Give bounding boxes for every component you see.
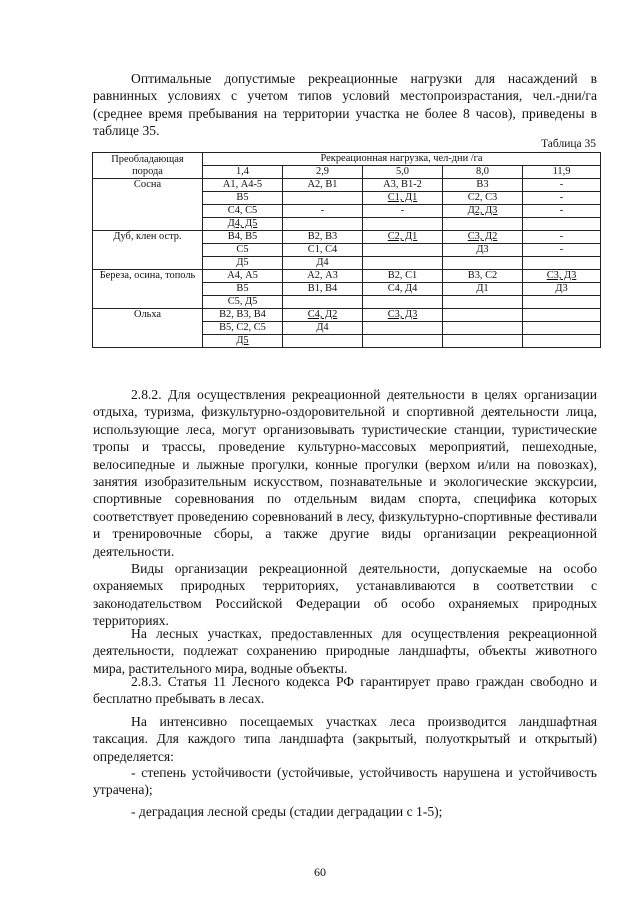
- section-2-8-2-paragraph: 2.8.2. Для осуществления рекреационной деятельности в целях организации отдыха, туризма, физкультурно-оздоровительной и спортивной деятельности лица, использующие леса, могут организовывать туристические станции, туристические тропы и трассы, проведение культурно-массовых мероприятий, пешеходные, велосипедные и лыжные прогулки, конные прогулки (верхом и/или на повозках), занятия изобразительным искусством, познавательные и экологические экскурсии, спортивные соревнования по отдельным видам спорта, специфика которых соответствует проведению соревнований в лесу, физкультурно-спортивные фестивали и тренировочные сборы, а также другие виды организации рекреационной деятельности.: [93, 387, 597, 559]
- table-cell: [283, 335, 363, 348]
- table-cell: Д5: [203, 335, 283, 348]
- table-cell: С3, Д3: [523, 270, 601, 283]
- table-cell: Д4, Д5: [203, 218, 283, 231]
- table-cell: -: [363, 205, 443, 218]
- table-cell: [443, 322, 523, 335]
- species-cell: Дуб, клен остр.: [93, 231, 203, 270]
- table-cell: [523, 257, 601, 270]
- table-cell: [443, 257, 523, 270]
- recreation-load-table: [92, 152, 601, 348]
- species-cell: Ольха: [93, 309, 203, 348]
- table-cell: В2, В3, В4: [203, 309, 283, 322]
- species-cell: Сосна: [93, 179, 203, 231]
- table-cell: С5: [203, 244, 283, 257]
- table-cell: Д5: [203, 257, 283, 270]
- table-cell: С2, С3: [443, 192, 523, 205]
- table-cell: А2, В1: [283, 179, 363, 192]
- section-2-8-3-paragraph: 2.8.3. Статья 11 Лесного кодекса РФ гарантирует право граждан свободно и бесплатно пребывать в лесах.: [93, 674, 597, 707]
- taxation-paragraph: На интенсивно посещаемых участках леса производится ландшафтная таксация. Для каждого типа ландшафта (закрытый, полуоткрытый и открытый) определяется:: [93, 714, 597, 764]
- table-cell: -: [523, 179, 601, 192]
- table-cell: С4, С5: [203, 205, 283, 218]
- table-cell: [283, 296, 363, 309]
- table-cell: [363, 244, 443, 257]
- table-cell: С3, Д3: [363, 309, 443, 322]
- table-cell: [363, 335, 443, 348]
- oopt-paragraph: Виды организации рекреационной деятельности, допускаемые на особо охраняемых природных территориях, устанавливаются в соответствии с законодательством Российской Федерации об особо охраняемых природных территориях.: [93, 561, 597, 629]
- stability-bullet: - степень устойчивости (устойчивые, устойчивость нарушена и устойчивость утрачена);: [93, 765, 597, 798]
- species-cell: Береза, осина, тополь: [93, 270, 203, 309]
- table-cell: С2, Д1: [363, 231, 443, 244]
- table-row: [93, 231, 601, 244]
- table-cell: [363, 296, 443, 309]
- intro-paragraph: Оптимальные допустимые рекреационные нагрузки для насаждений в равнинных условиях с учетом типов условий местопроизрастания, чел.-дни/га (среднее время пребывания на территории участка не более 8 часов), приведены в таблице 35.: [93, 71, 597, 139]
- table-row: [93, 309, 601, 322]
- load-column-header: 11,9: [523, 166, 601, 179]
- degradation-bullet: - деградация лесной среды (стадии деградации с 1-5);: [131, 804, 443, 819]
- table-cell: В5: [203, 283, 283, 296]
- table-cell: С4, Д2: [283, 309, 363, 322]
- table-cell: Д3: [523, 283, 601, 296]
- load-column-header: 8,0: [443, 166, 523, 179]
- table-header-row: [93, 153, 601, 166]
- table-cell: [363, 322, 443, 335]
- table-cell: [523, 218, 601, 231]
- table-cell: -: [523, 244, 601, 257]
- table-cell: -: [523, 192, 601, 205]
- table-cell: А4, А5: [203, 270, 283, 283]
- table-cell: Д4: [283, 322, 363, 335]
- load-column-group-header: Рекреационная нагрузка, чел-дни /га: [203, 153, 601, 166]
- table-cell: [443, 218, 523, 231]
- table-cell: [523, 296, 601, 309]
- table-cell: А2, А3: [283, 270, 363, 283]
- table-cell: В2, С1: [363, 270, 443, 283]
- table-cell: С3, Д2: [443, 231, 523, 244]
- table-cell: А1, А4-5: [203, 179, 283, 192]
- forest-plots-paragraph: На лесных участках, предоставленных для осуществления рекреационной деятельности, подлежат сохранению природные ландшафты, объекты животного мира, растительного мира, водные объекты.: [93, 626, 597, 676]
- load-column-header: 2,9: [283, 166, 363, 179]
- load-column-header: 1,4: [203, 166, 283, 179]
- table-cell: -: [523, 231, 601, 244]
- table-cell: -: [523, 205, 601, 218]
- table-cell: С5, Д5: [203, 296, 283, 309]
- table-cell: В1, В4: [283, 283, 363, 296]
- table-cell: В5: [203, 192, 283, 205]
- table-caption: Таблица 35: [541, 138, 596, 150]
- table-cell: А3, В1-2: [363, 179, 443, 192]
- table-cell: В3, С2: [443, 270, 523, 283]
- table-cell: [363, 257, 443, 270]
- table-cell: В3: [443, 179, 523, 192]
- table-cell: Д4: [283, 257, 363, 270]
- table-cell: [283, 218, 363, 231]
- table-cell: В2, В3: [283, 231, 363, 244]
- table-row: [93, 179, 601, 192]
- table-row: [93, 270, 601, 283]
- table-cell: В5, С2, С5: [203, 322, 283, 335]
- table-cell: С1, С4: [283, 244, 363, 257]
- table-cell: С4, Д4: [363, 283, 443, 296]
- table-cell: [523, 335, 601, 348]
- table-cell: [443, 296, 523, 309]
- table-cell: [523, 309, 601, 322]
- table-cell: В4, В5: [203, 231, 283, 244]
- table-cell: [283, 192, 363, 205]
- table-cell: Д2, Д3: [443, 205, 523, 218]
- table-cell: [443, 309, 523, 322]
- table-cell: Д3: [443, 244, 523, 257]
- page-number: 60: [314, 865, 326, 879]
- table-cell: [523, 322, 601, 335]
- table-cell: Д1: [443, 283, 523, 296]
- table-cell: С1, Д1: [363, 192, 443, 205]
- table-cell: [363, 218, 443, 231]
- load-column-header: 5,0: [363, 166, 443, 179]
- table-cell: -: [283, 205, 363, 218]
- table-cell: [443, 335, 523, 348]
- species-column-header: Преобладающая порода: [93, 153, 203, 179]
